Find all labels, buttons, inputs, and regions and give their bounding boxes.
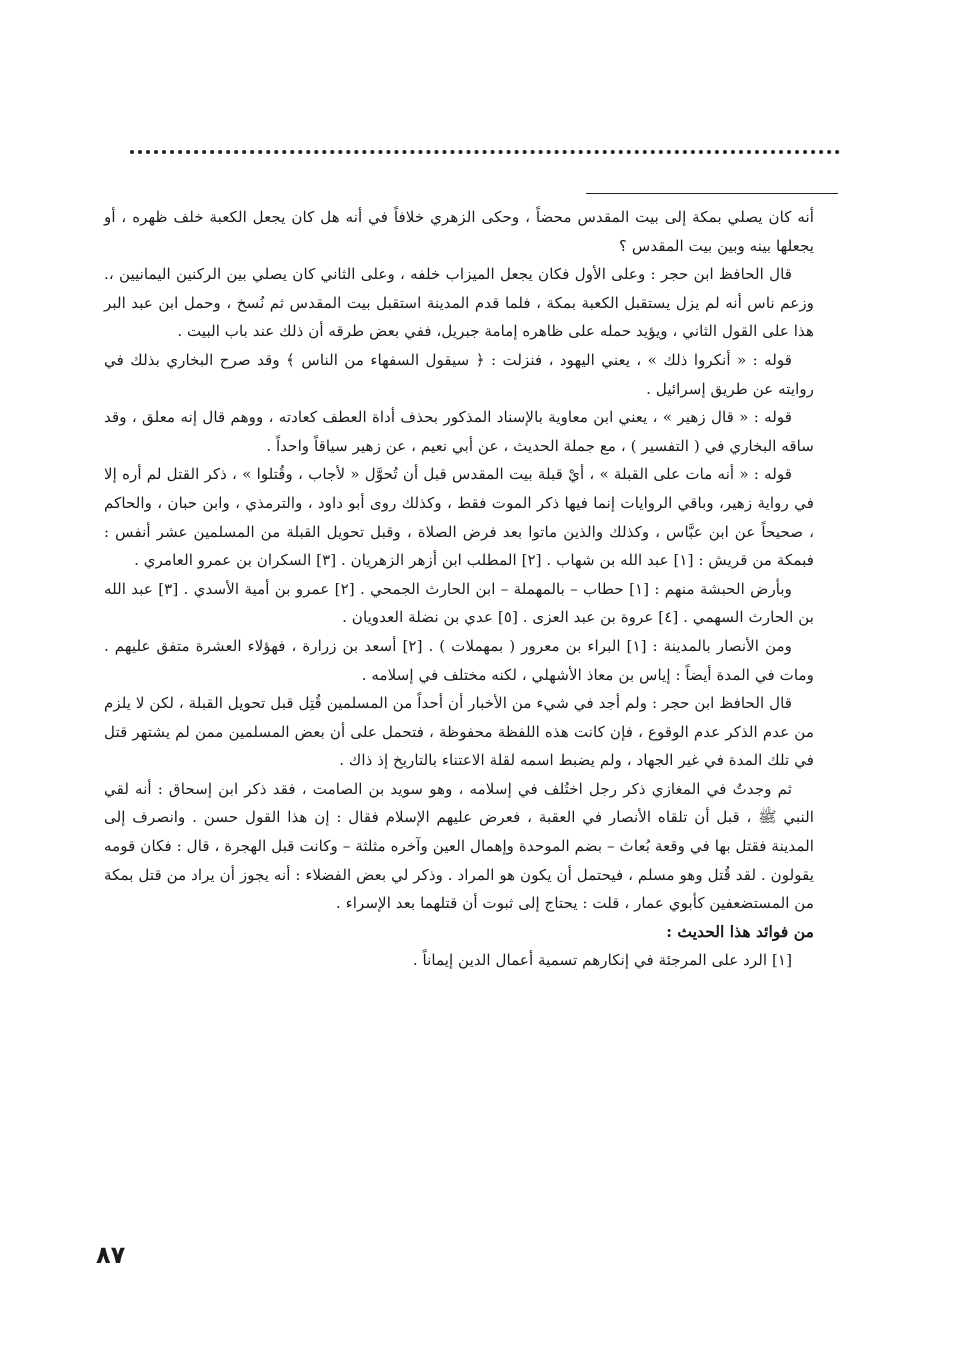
paragraph: ثم وجدتُ في المغازي ذكر رجل اختُلف في إسلامه ، وهو سويد بن الصامت ، فقد ذكر ابن إسحاق : أنه لقي النبي ﷺ ، قبل أن تلقاه الأنصار في العقبة ، فعرض عليهم الإسلام فقال : إن هذا القول حسن . وانصرف إلى المدينة فقتل بها في وقعة بُعاث – بضم الموحدة وإهمال العين وآخره مثلثة – وكانت قبل الهجرة ، قال : فكان قومه يقولون . لقد قُتل وهو مسلم ، فيحتمل أن يكون هو المراد . وذكر لي بعض الفضلاء : أنه يجوز أن يراد من قتل بمكة من المستضعفين كأبوي عمار ، قلت : يحتاج إلى ثبوت أن قتلهما بعد الإسراء . — [104, 779, 814, 913]
paragraph: أنه كان يصلي بمكة إلى بيت المقدس محضاً ، وحكى الزهري خلافاً في أنه هل كان يجعل الكعبة خلف ظهره ، أو يجعلها بينه وبين بيت المقدس ؟ — [104, 208, 814, 255]
paragraph: وبأرض الحبشة منهم : [١] حطاب – بالمهملة – ابن الحارث الجمحي . [٢] عمرو بن أمية الأسدي . [٣] عبد الله بن الحارث السهمي . [٤] عروة بن عبد العزى . [٥] عدي بن نضلة العدويان . — [104, 579, 814, 627]
paragraph: قال الحافظ ابن حجر : وعلى الأول فكان يجعل الميزاب خلفه ، وعلى الثاني كان يصلي بين الركنين اليمانيين ،. وزعم ناس أنه لم يزل يستقبل الكعبة بمكة ، فلما قدم المدينة استقبل بيت المقدس ثم نُسخ ، وحمل ابن عبد البر هذا على القول الثاني ، ويؤيد حمله على ظاهره إمامة جبريل، ففي بعض طرقه أن ذلك عند باب البيت . — [104, 265, 814, 341]
paragraph: قال الحافظ ابن حجر : ولم أجد في شيء من الأخبار أن أحداً من المسلمين قُتِل قبل تحويل القبلة ، لكن لا يلزم من عدم الذكر عدم الوقوع ، فإن كانت هذه اللفظة محفوظة ، فتحمل على أن بعض المسلمين ممن لم يشتهر قتل في تلك المدة في غير الجهاد ، ولم يضبط اسمه لقلة الاعتناء بالتاريخ إذ ذاك . — [104, 694, 814, 770]
paragraph: قوله : « أنكروا ذلك » ، يعني اليهود ، فنزلت : ﴿ سيقول السفهاء من الناس ﴾ وقد صرح البخاري بذلك في روايته عن طريق إسرائيل . — [104, 350, 814, 398]
benefit-item: [١] الرد على المرجئة في إنكارهم تسمية أعمال الدين إيماناً . — [412, 951, 792, 970]
footnote-rule — [586, 193, 838, 194]
dotted-separator — [130, 142, 840, 154]
paragraph: ومن الأنصار بالمدينة : [١] البراء بن معرور ( بمهملات ) . [٢] أسعد بن زرارة ، فهؤلاء العشرة متفق عليهم . ومات في المدة أيضاً : إياس بن معاذ الأشهلي ، لكنه مختلف في إسلامه . — [104, 636, 814, 684]
page-number: ٨٧ — [96, 1241, 126, 1269]
paragraph: قوله : « قال زهير » ، يعني ابن معاوية بالإسناد المذكور بحذف أداة العطف كعادته ، ووهم قال إنه معلق ، وقد ساقه البخاري في ( التفسير ) ، مع جملة الحديث ، عن أبي نعيم ، عن زهير سياقاً واحداً . — [104, 408, 814, 455]
benefits-heading: من فوائد هذا الحديث : — [666, 921, 814, 941]
paragraph: قوله : « أنه مات على القبلة » ، أيْ قبلة بيت المقدس قبل أن تُحوَّل « لأجاب ، وقُتلوا » ، ذكر القتل لم أره إلا في رواية زهير، وباقي الروايات إنما فيها ذكر الموت فقط ، وكذلك روى أبو داود ، والترمذي ، وابن حبان ، والحاكم ، صحيحاً عن ابن عبَّاس ، وكذلك والذين ماتوا بعد فرض الصلاة ، وقبل تحويل القبلة من المسلمين عشر أنفس : فبمكة من قريش : [١] عبد الله بن شهاب . [٢] المطلب ابن أزهر الزهريان . [٣] السكران بن عمرو العامري . — [104, 465, 814, 570]
body-text — [104, 203, 814, 975]
